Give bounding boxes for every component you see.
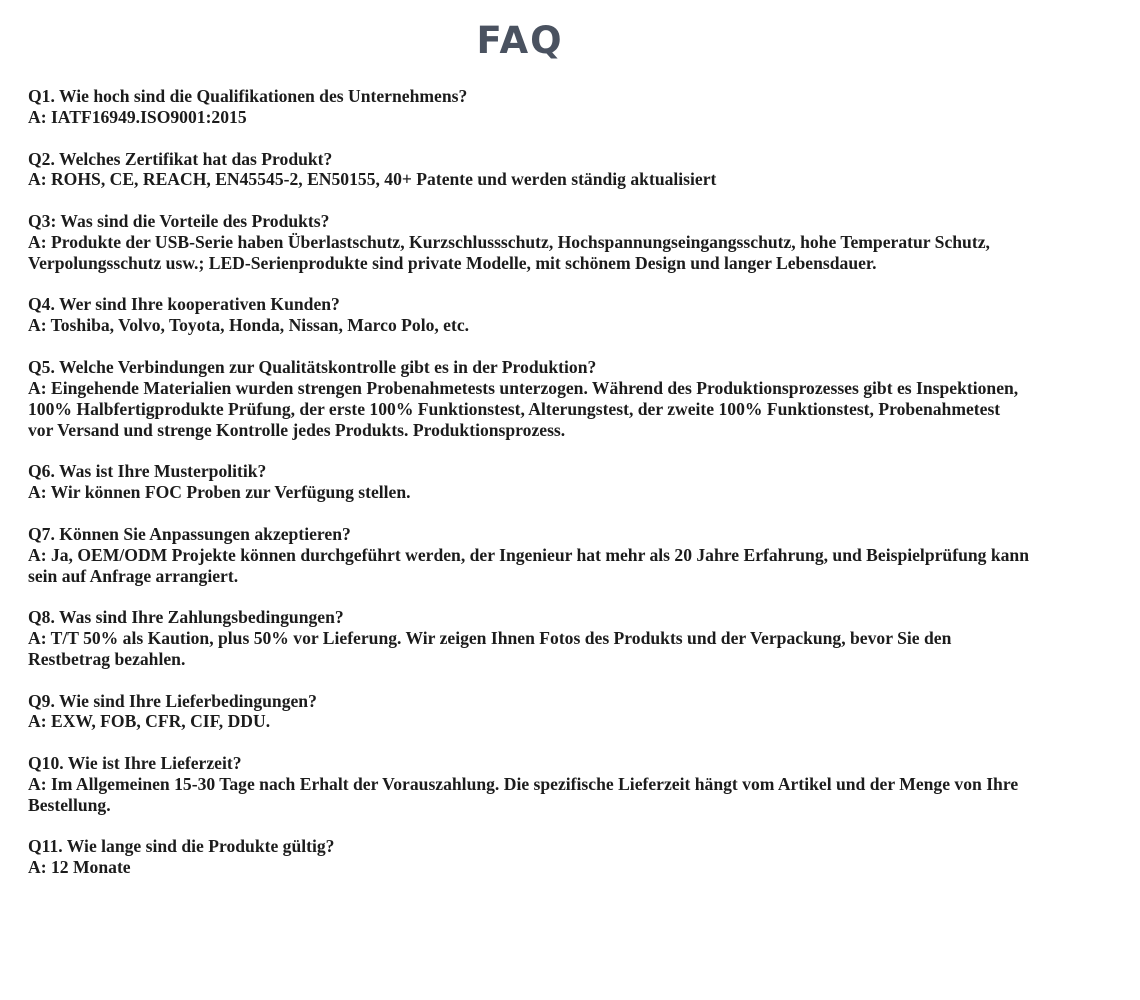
faq-answer-line: A: Im Allgemeinen 15-30 Tage nach Erhalt der Vorauszahlung. Die spezifische Lieferzeit hängt vom Artikel und der Menge von Ihre — [28, 773, 1019, 794]
faq-answer-line: A: Produkte der USB-Serie haben Überlastschutz, Kurzschlussschutz, Hochspannungseingangsschutz, hohe Temperatur Schutz, — [28, 231, 990, 252]
faq-answer-line: A: Toshiba, Volvo, Toyota, Honda, Nissan, Marco Polo, etc. — [28, 315, 470, 336]
faq-item — [28, 691, 1140, 733]
faq-list — [28, 86, 1140, 899]
faq-answer-line: A: IATF16949.ISO9001:2015 — [28, 106, 247, 127]
faq-question: Q9. Wie sind Ihre Lieferbedingungen? — [28, 690, 317, 711]
faq-answer-line: A: 12 Monate — [28, 857, 131, 878]
faq-item — [28, 357, 1140, 441]
faq-answer-line: A: EXW, FOB, CFR, CIF, DDU. — [28, 711, 271, 732]
faq-question: Q4. Wer sind Ihre kooperativen Kunden? — [28, 294, 340, 315]
faq-question: Q11. Wie lange sind die Produkte gültig? — [28, 836, 335, 857]
faq-answer-line: A: T/T 50% als Kaution, plus 50% vor Lieferung. Wir zeigen Ihnen Fotos des Produkts und der Verpackung, bevor Sie den — [28, 628, 952, 649]
faq-item — [28, 607, 1140, 670]
faq-answer-line: A: Ja, OEM/ODM Projekte können durchgeführt werden, der Ingenieur hat mehr als 20 Jahre Erfahrung, und Beispielprüfung kann — [28, 544, 1029, 565]
faq-answer-line: A: ROHS, CE, REACH, EN45545-2, EN50155, 40+ Patente und werden ständig aktualisiert — [28, 169, 717, 190]
faq-answer-line: Bestellung. — [28, 794, 111, 815]
faq-item — [28, 753, 1140, 816]
faq-question: Q7. Können Sie Anpassungen akzeptieren? — [28, 523, 351, 544]
faq-question: Q1. Wie hoch sind die Qualifikationen des Unternehmens? — [28, 86, 468, 106]
page-title: FAQ — [476, 19, 564, 62]
faq-question: Q10. Wie ist Ihre Lieferzeit? — [28, 753, 242, 774]
faq-answer-line: A: Eingehende Materialien wurden strengen Probenahmetests unterzogen. Während des Produktionsprozesses gibt es Inspektionen, — [28, 377, 1019, 398]
faq-question: Q2. Welches Zertifikat hat das Produkt? — [28, 148, 333, 169]
faq-item — [28, 86, 1140, 128]
faq-question: Q5. Welche Verbindungen zur Qualitätskontrolle gibt es in der Produktion? — [28, 356, 597, 377]
faq-item — [28, 294, 1140, 336]
faq-question: Q6. Was ist Ihre Musterpolitik? — [28, 461, 267, 482]
faq-question: Q3: Was sind die Vorteile des Produkts? — [28, 211, 330, 231]
faq-answer-line: A: Wir können FOC Proben zur Verfügung stellen. — [28, 482, 411, 503]
faq-item — [28, 836, 1140, 878]
faq-item — [28, 524, 1140, 587]
faq-answer-line: 100% Halbfertigprodukte Prüfung, der erste 100% Funktionstest, Alterungstest, der zweite 100% Funktionstest, Probenahmetest — [28, 398, 1001, 419]
faq-answer-line: vor Versand und strenge Kontrolle jedes Produkts. Produktionsprozess. — [28, 419, 566, 440]
faq-item — [28, 461, 1140, 503]
faq-item — [28, 211, 1140, 274]
faq-answer-line: Verpolungsschutz usw.; LED-Serienprodukte sind private Modelle, mit schönem Design und langer Lebensdauer. — [28, 252, 877, 273]
faq-item — [28, 149, 1140, 191]
faq-answer-line: sein auf Anfrage arrangiert. — [28, 565, 239, 586]
faq-question: Q8. Was sind Ihre Zahlungsbedingungen? — [28, 607, 344, 628]
faq-answer-line: Restbetrag bezahlen. — [28, 648, 186, 669]
